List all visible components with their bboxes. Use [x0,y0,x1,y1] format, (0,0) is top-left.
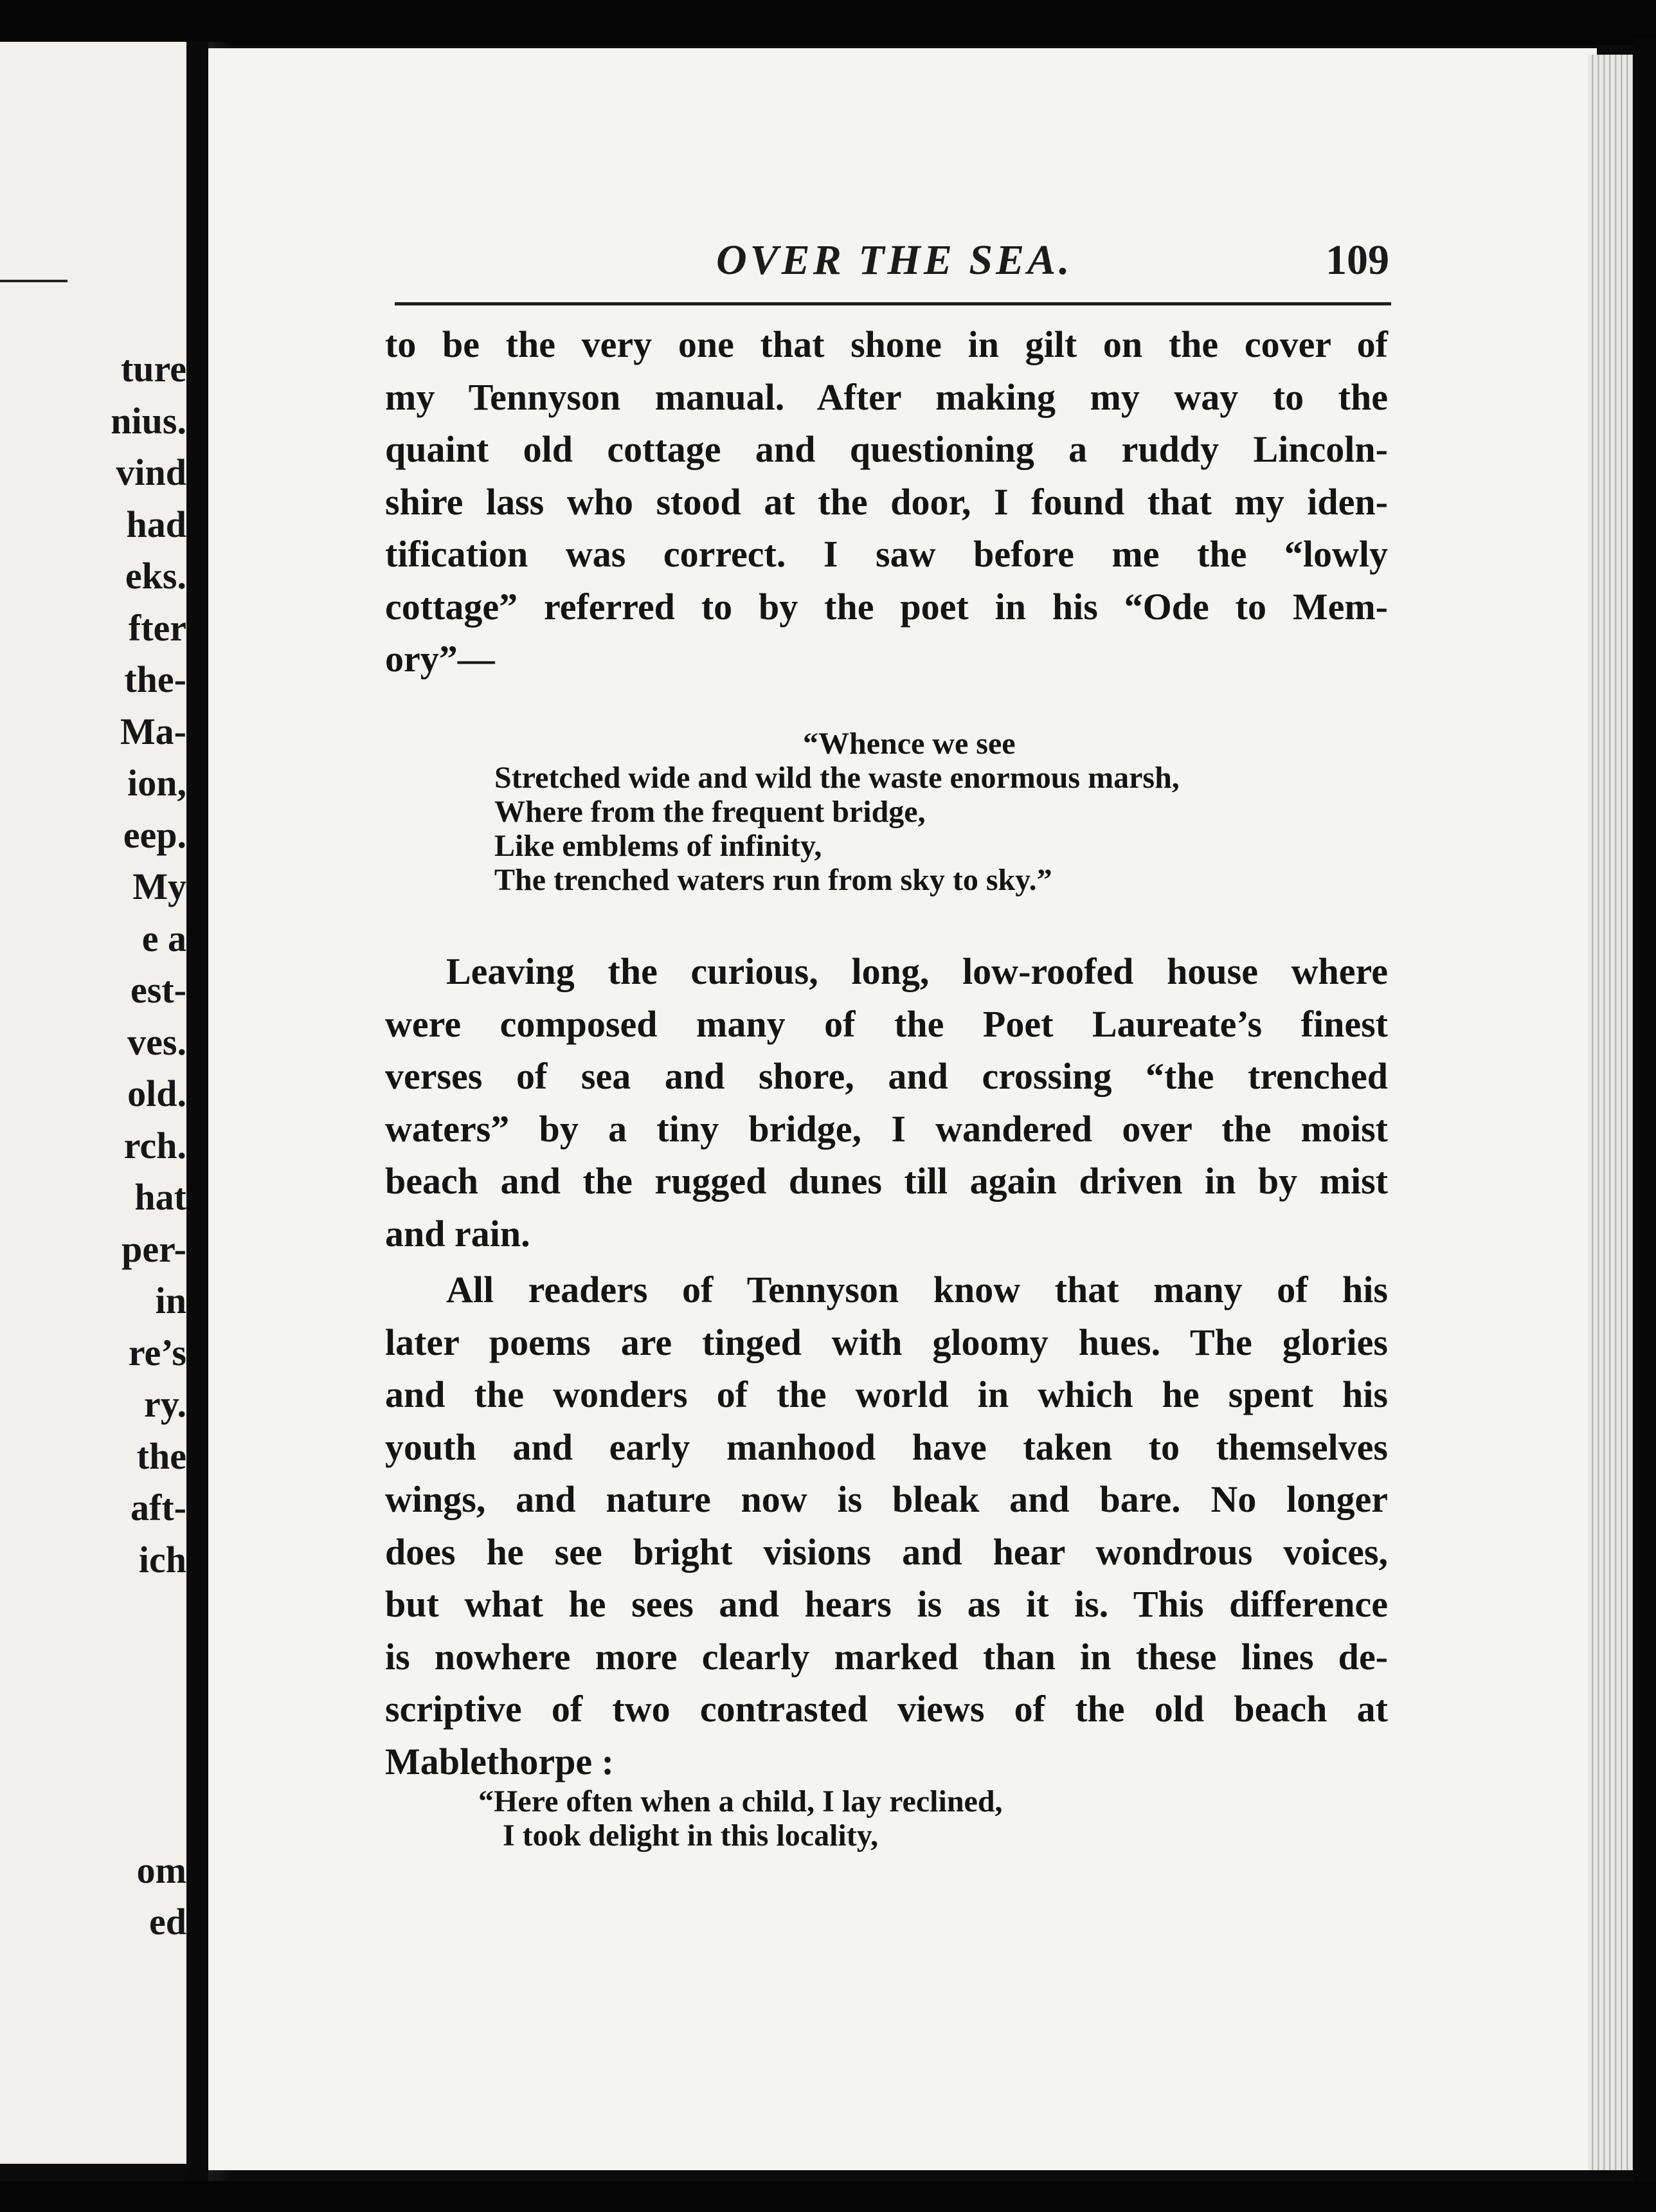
verse-line: Where from the frequent bridge, [494,795,926,829]
verse-line: “Here often when a child, I lay reclined, [478,1784,1003,1818]
book-page [208,48,1597,2170]
text-line: ory”— [385,638,495,680]
header-rule [395,302,1391,305]
text-line: quaint old cottage and questioning a ruddy Lincoln- [385,428,1388,470]
text-line: but what he sees and hears is as it is. This difference [385,1583,1388,1625]
verse-line: “Whence we see [803,727,1016,761]
scan-top-border [0,0,1656,45]
facing-page-fragment: eep. [123,813,186,856]
page-block-edge [1588,55,1633,2170]
facing-page-fragment: the- [124,658,186,700]
facing-page-fragment: eks. [125,555,186,597]
facing-page-fragment: per- [122,1228,186,1270]
facing-page-fragment: fter [128,606,186,649]
facing-page-fragment: ry. [143,1383,186,1425]
text-line: shire lass who stood at the door, I found that my iden- [385,480,1388,523]
text-line: tification was correct. I saw before me the “lowly [385,533,1388,575]
text-line: does he see bright visions and hear wondrous voices, [385,1530,1388,1573]
facing-page-header-rule [0,280,68,282]
text-line: Leaving the curious, long, low-roofed house where [446,950,1388,992]
text-line: cottage” referred to by the poet in his “Ode to Mem- [385,585,1388,628]
text-line: later poems are tinged with gloomy hues. The glories [385,1321,1388,1363]
verse-line: Like emblems of infinity, [494,829,822,863]
text-line: beach and the rugged dunes till again driven in by mist [385,1160,1388,1202]
facing-page-fragment: om [136,1849,186,1891]
facing-page-left [0,42,186,2164]
text-line: Mablethorpe : [385,1740,614,1782]
facing-page-fragment: Ma- [120,710,186,752]
facing-page-fragment: est- [130,969,186,1011]
text-line: scriptive of two contrasted views of the old beach at [385,1688,1388,1730]
paragraph-2 [385,945,1388,1260]
paragraph-1 [385,318,1388,685]
text-line: verses of sea and shore, and crossing “the trenched [385,1055,1388,1097]
page-number: 109 [1326,237,1389,284]
facing-page-fragment: re’s [128,1331,186,1373]
verse-line: The trenched waters run from sky to sky.” [494,863,1052,897]
facing-page-fragment: nius. [111,399,186,442]
facing-page-fragment: ed [149,1901,186,1943]
paragraph-3 [385,1264,1388,1788]
verse-quotation-1 [494,727,1330,897]
text-line: and the wonders of the world in which he spent his [385,1373,1388,1415]
text-line: All readers of Tennyson know that many of his [446,1269,1388,1310]
text-line: were composed many of the Poet Laureate’s finest [385,1002,1388,1045]
running-head [208,225,1597,296]
verse-line: Stretched wide and wild the waste enormous marsh, [494,761,1180,795]
facing-page-fragment: in [155,1280,186,1321]
text-line: my Tennyson manual. After making my way to the [385,376,1388,418]
facing-page-fragment: vind [116,451,186,493]
text-line: waters” by a tiny bridge, I wandered over the moist [385,1107,1388,1150]
text-line: is nowhere more clearly marked than in these lines de- [385,1635,1388,1678]
facing-page-fragment: ich [138,1538,186,1581]
facing-page-fragment: ion, [127,762,186,804]
facing-page-fragment: ves. [127,1020,186,1063]
facing-page-fragment: old. [127,1073,186,1114]
facing-page-fragment: rch. [123,1124,186,1166]
text-line: to be the very one that shone in gilt on the cover of [385,323,1388,365]
verse-quotation-2 [478,1784,1314,1853]
verse-line: I took delight in this locality, [503,1818,879,1853]
facing-page-fragment: My [132,866,186,907]
facing-page-fragment: aft- [130,1487,186,1528]
text-line: wings, and nature now is bleak and bare. No longer [385,1478,1388,1520]
text-line: and rain. [385,1212,530,1255]
facing-page-fragment: e a [141,917,186,959]
book-gutter [186,42,208,2183]
facing-page-fragment: the [136,1435,186,1477]
scan-bottom-border [0,2181,1656,2212]
facing-page-fragment: hat [134,1176,186,1218]
scan-right-border [1633,39,1656,2212]
facing-page-fragment: had [126,503,186,545]
facing-page-fragment: ture [120,348,186,390]
text-line: youth and early manhood have taken to themselves [385,1426,1388,1468]
running-head-title: OVER THE SEA. [716,237,1073,284]
